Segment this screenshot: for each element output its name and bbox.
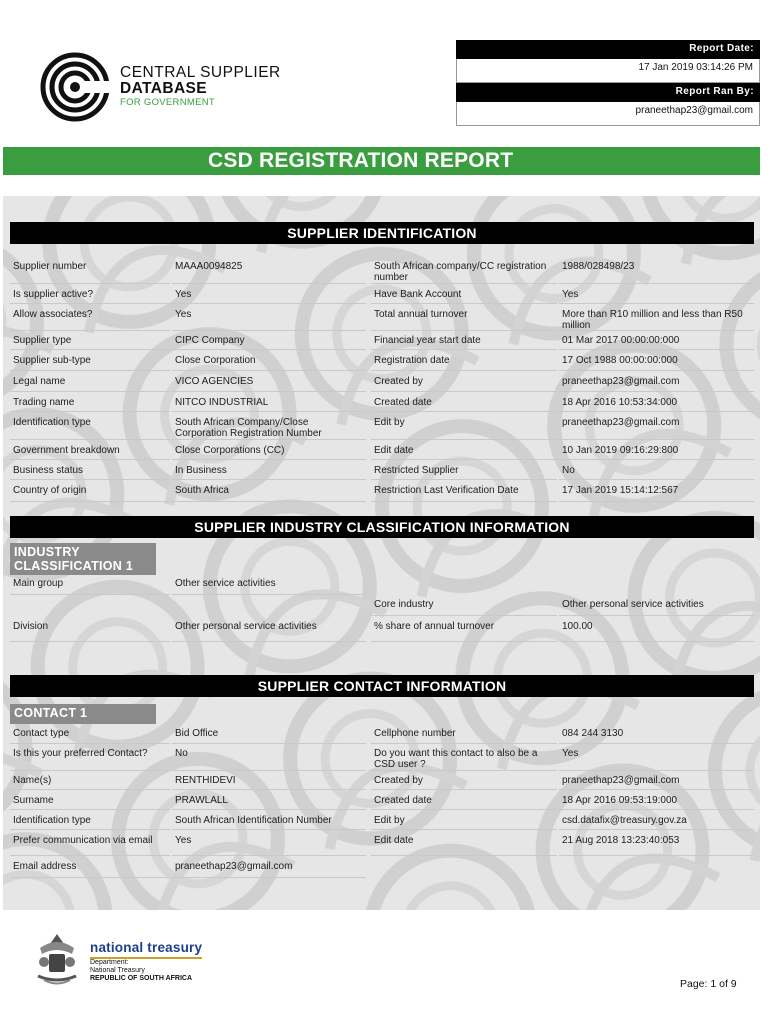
field-label: Division [10, 618, 170, 642]
logo-line2: DATABASE [120, 80, 208, 97]
page-title: CSD REGISTRATION REPORT [3, 147, 760, 175]
field-value2: Yes [559, 745, 754, 771]
report-ran-by-label: Report Ran By: [456, 83, 760, 102]
field-value2: 1988/028498/23 [559, 258, 754, 284]
table-row [10, 286, 754, 304]
table-row [10, 725, 754, 744]
field-value: VICO AGENCIES [172, 373, 366, 392]
field-value2: csd.datafix@treasury.gov.za [559, 812, 754, 830]
logo-line1: CENTRAL SUPPLIER [120, 64, 281, 81]
field-label: Is this your preferred Contact? [10, 745, 170, 771]
table-row [10, 258, 754, 284]
csd-rings-icon [40, 52, 110, 122]
coat-of-arms-icon [32, 932, 82, 988]
field-value: Other service activities [172, 575, 366, 595]
field-label: Main group [10, 575, 170, 595]
field-value: No [172, 745, 366, 771]
field-value: Close Corporations (CC) [172, 442, 366, 460]
field-value2: 17 Oct 1988 00:00:00:000 [559, 352, 754, 371]
field-value2: No [559, 462, 754, 480]
table-row [10, 414, 754, 440]
field-value [172, 596, 366, 616]
field-label: Government breakdown [10, 442, 170, 460]
field-value2: 01 Mar 2017 00:00:00:000 [559, 332, 754, 350]
field-label2: Restricted Supplier [371, 462, 557, 480]
report-meta [456, 40, 760, 126]
table-row [10, 812, 754, 830]
field-value: Close Corporation [172, 352, 366, 371]
field-value: Bid Office [172, 725, 366, 744]
field-value: praneethap23@gmail.com [172, 858, 366, 878]
field-label: Surname [10, 792, 170, 810]
table-row [10, 575, 754, 595]
field-value: Yes [172, 306, 366, 331]
field-value: South Africa [172, 482, 366, 502]
treasury-name: national treasury [90, 940, 203, 955]
field-label: Legal name [10, 373, 170, 392]
field-label2: Edit date [371, 442, 557, 460]
csd-logo [40, 52, 290, 128]
table-row [10, 306, 754, 331]
table-row [10, 858, 754, 878]
field-value2 [559, 858, 754, 878]
field-value: MAAA0094825 [172, 258, 366, 284]
field-value2 [559, 575, 754, 595]
field-value: NITCO INDUSTRIAL [172, 394, 366, 412]
table-row [10, 462, 754, 480]
report-body [3, 196, 760, 910]
industry-classification-heading: SUPPLIER INDUSTRY CLASSIFICATION INFORMATION [10, 516, 754, 538]
supplier-identification-heading: SUPPLIER IDENTIFICATION [10, 222, 754, 244]
field-value2: 18 Apr 2016 09:53:19:000 [559, 792, 754, 810]
table-row [10, 482, 754, 502]
field-label2: Created by [371, 772, 557, 790]
field-label: Country of origin [10, 482, 170, 502]
field-value2: More than R10 million and less than R50 million [559, 306, 754, 331]
department-lines [90, 959, 145, 975]
field-label: Identification type [10, 414, 170, 440]
field-label2: Created date [371, 792, 557, 810]
department-line2: National Treasury [90, 967, 145, 974]
field-label: Supplier sub-type [10, 352, 170, 371]
field-label2: Edit by [371, 812, 557, 830]
field-value2: Yes [559, 286, 754, 304]
field-label2: Total annual turnover [371, 306, 557, 331]
field-value2: praneethap23@gmail.com [559, 373, 754, 392]
table-row [10, 618, 754, 642]
field-label: Contact type [10, 725, 170, 744]
field-value2: 17 Jan 2019 15:14:12:567 [559, 482, 754, 502]
department-line1: Department: [90, 959, 129, 966]
field-label2: Financial year start date [371, 332, 557, 350]
field-value: South African Company/Close Corporation Registration Number [172, 414, 366, 440]
field-label: Name(s) [10, 772, 170, 790]
field-label: Trading name [10, 394, 170, 412]
field-label2: % share of annual turnover [371, 618, 557, 642]
table-row [10, 792, 754, 810]
table-row [10, 352, 754, 371]
field-label2: South African company/CC registration number [371, 258, 557, 284]
page-number: Page: 1 of 9 [680, 978, 737, 990]
logo-line3: FOR GOVERNMENT [120, 97, 215, 108]
field-value2: 10 Jan 2019 09:16:29:800 [559, 442, 754, 460]
national-treasury-logo [32, 930, 212, 990]
field-label: Prefer communication via email [10, 832, 170, 856]
field-value: South African Identification Number [172, 812, 366, 830]
field-label2: Edit date [371, 832, 557, 856]
table-row [10, 332, 754, 350]
field-value2: 100.00 [559, 618, 754, 642]
table-row [10, 596, 754, 616]
field-label [10, 596, 170, 616]
contact-information-heading: SUPPLIER CONTACT INFORMATION [10, 675, 754, 697]
field-label2: Created by [371, 373, 557, 392]
field-label: Email address [10, 858, 170, 878]
table-row [10, 373, 754, 392]
field-value2: 084 244 3130 [559, 725, 754, 744]
field-label: Identification type [10, 812, 170, 830]
field-label2 [371, 858, 557, 878]
country-name: REPUBLIC OF SOUTH AFRICA [90, 975, 193, 982]
field-label: Business status [10, 462, 170, 480]
field-value: Other personal service activities [172, 618, 366, 642]
field-label: Is supplier active? [10, 286, 170, 304]
field-label: Supplier number [10, 258, 170, 284]
table-row [10, 832, 754, 856]
field-label2 [371, 575, 557, 595]
table-row [10, 772, 754, 790]
report-date-value: 17 Jan 2019 03:14:26 PM [456, 59, 760, 83]
field-value2: Other personal service activities [559, 596, 754, 616]
report-ran-by-value: praneethap23@gmail.com [456, 102, 760, 126]
field-label2: Cellphone number [371, 725, 557, 744]
field-value: RENTHIDEVI [172, 772, 366, 790]
field-value: PRAWLALL [172, 792, 366, 810]
field-label2: Have Bank Account [371, 286, 557, 304]
report-date-label: Report Date: [456, 40, 760, 59]
field-label2: Core industry [371, 596, 557, 616]
field-label: Allow associates? [10, 306, 170, 331]
industry-classification-subheading: INDUSTRY CLASSIFICATION 1 [10, 543, 156, 575]
table-row [10, 394, 754, 412]
field-value2: 18 Apr 2016 10:53:34:000 [559, 394, 754, 412]
table-row [10, 745, 754, 771]
field-value2: praneethap23@gmail.com [559, 414, 754, 440]
field-value2: praneethap23@gmail.com [559, 772, 754, 790]
field-value: CIPC Company [172, 332, 366, 350]
field-label2: Edit by [371, 414, 557, 440]
field-label: Supplier type [10, 332, 170, 350]
field-label2: Do you want this contact to also be a CSD user ? [371, 745, 557, 771]
contact-subheading: CONTACT 1 [10, 704, 156, 724]
field-value: Yes [172, 286, 366, 304]
field-value: In Business [172, 462, 366, 480]
table-row [10, 442, 754, 460]
field-label2: Registration date [371, 352, 557, 371]
field-value: Yes [172, 832, 366, 856]
field-label2: Created date [371, 394, 557, 412]
field-label2: Restriction Last Verification Date [371, 482, 557, 502]
field-value2: 21 Aug 2018 13:23:40:053 [559, 832, 754, 856]
